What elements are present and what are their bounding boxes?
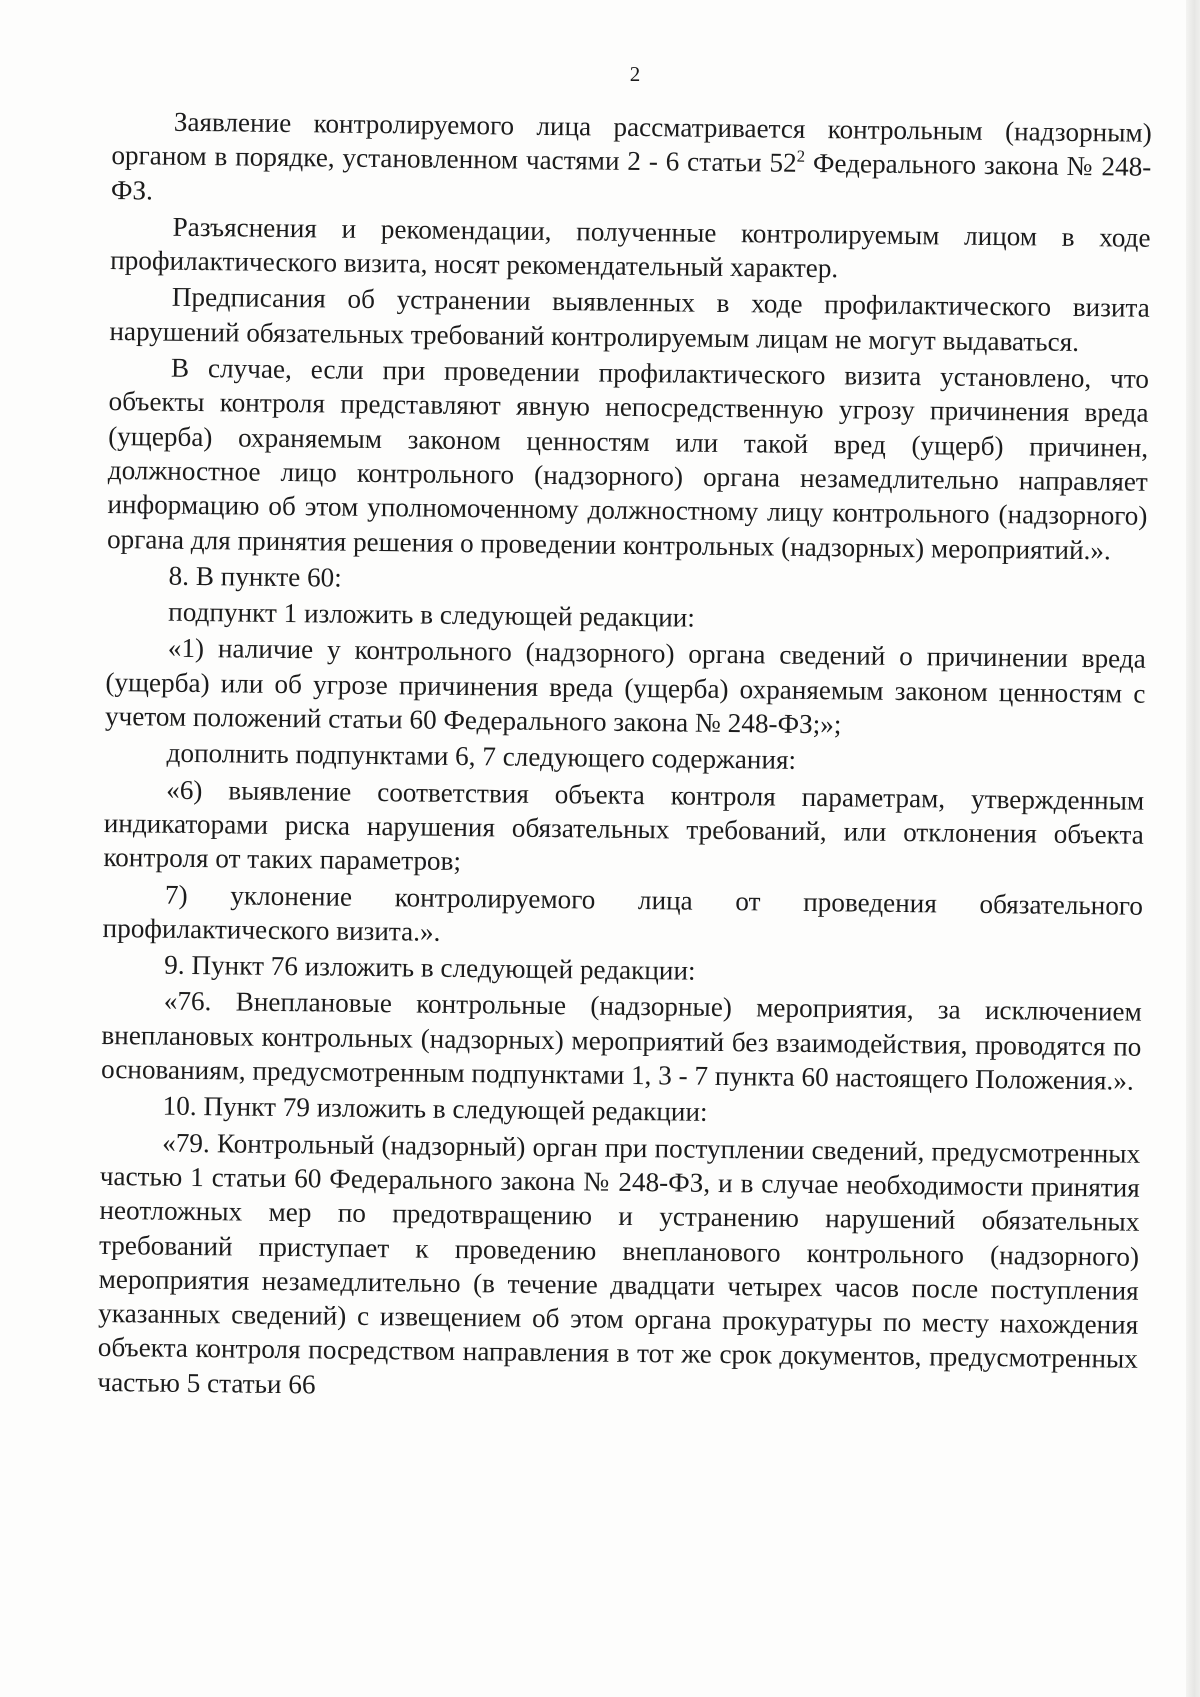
paragraph-subitem-1: «1) наличие у контрольного (надзорного) органа сведений о причинении вреда (ущерба) или об угрозе причинения вреда (ущерба) охраняемым законом ценностям с учетом положений статьи 60 Федерального закона № 248-ФЗ;»; xyxy=(104,633,1146,740)
scan-edge-shadow xyxy=(1186,0,1200,1697)
paragraph-item-9: 9. Пункт 76 изложить в следующей редакции: xyxy=(164,949,696,986)
paragraph-point-76: «76. Внеплановые контрольные (надзорные) мероприятия, за исключением внеплановых контрольных (надзорных) мероприятий без взаимодействия, проводятся по основаниям, предусмотренным подпунктами 1, 3 - 7 пункта 60 настоящего Положения.». xyxy=(100,986,1142,1096)
paragraph-add-subitems: дополнить подпунктами 6, 7 следующего содержания: xyxy=(166,738,797,776)
paragraph-text: Федерального закона № 248-ФЗ. xyxy=(110,148,1152,206)
superscript-index: 2 xyxy=(796,146,806,167)
paragraph-subitem-1-header: подпункт 1 изложить в следующей редакции: xyxy=(168,596,696,633)
paragraph-statement-review xyxy=(111,104,1152,219)
paragraph-text: Заявление контролируемого лица рассматривается контрольным (надзорным) органом в порядке, установленном частями 2 - 6 статьи 52 xyxy=(111,106,1152,179)
paragraph-item-10: 10. Пункт 79 изложить в следующей редакции: xyxy=(162,1090,708,1128)
paragraph-prescriptions: Предписания об устранении выявленных в ходе профилактического визита нарушений обязательных требований контролируемым лицам не могут выдаваться. xyxy=(109,282,1150,357)
document-body xyxy=(97,104,1152,1411)
paragraph-item-8: 8. В пункте 60: xyxy=(168,560,342,593)
paragraph-point-79: «79. Контрольный (надзорный) орган при поступлении сведений, предусмотренных частью 1 статьи 60 Федерального закона № 248-ФЗ, и в случае необходимости принятия неотложных мер по предотвращению и устранению нарушений обязательных требований приступает к проведению внепланового контрольного (надзорного) мероприятия незамедлительно (в течение двадцати четырех часов после поступления указанных сведений) с извещением об этом органа прокуратуры по месту нахождения объекта контроля посредством направления в тот же срок документов, предусмотренных частью 5 статьи 66 xyxy=(97,1127,1141,1400)
paragraph-subitem-7: 7) уклонение контролируемого лица от проведения обязательного профилактического визита.». xyxy=(102,879,1144,947)
paragraph-subitem-6: «6) выявление соответствия объекта контроля параметрам, утвержденным индикаторами риска нарушения обязательных требований, или отклонения объекта контроля от таких параметров; xyxy=(103,774,1145,877)
paragraph-threat-case: В случае, если при проведении профилактического визита установлено, что объекты контроля представляют явную непосредственную угрозу причинения вреда (ущерба) охраняемым законом ценностям или такой вред (ущерб) причинен, должностное лицо контрольного (надзорного) органа незамедлительно направляет информацию об этом уполномоченному должностному лицу контрольного (надзорного) органа для принятия решения о проведении контрольных (надзорных) мероприятий.». xyxy=(106,352,1150,565)
page-number: 2 xyxy=(629,62,641,86)
paragraph-explanations: Разъяснения и рекомендации, полученные контролируемым лицом в ходе профилактического визита, носят рекомендательный характер. xyxy=(110,211,1151,284)
